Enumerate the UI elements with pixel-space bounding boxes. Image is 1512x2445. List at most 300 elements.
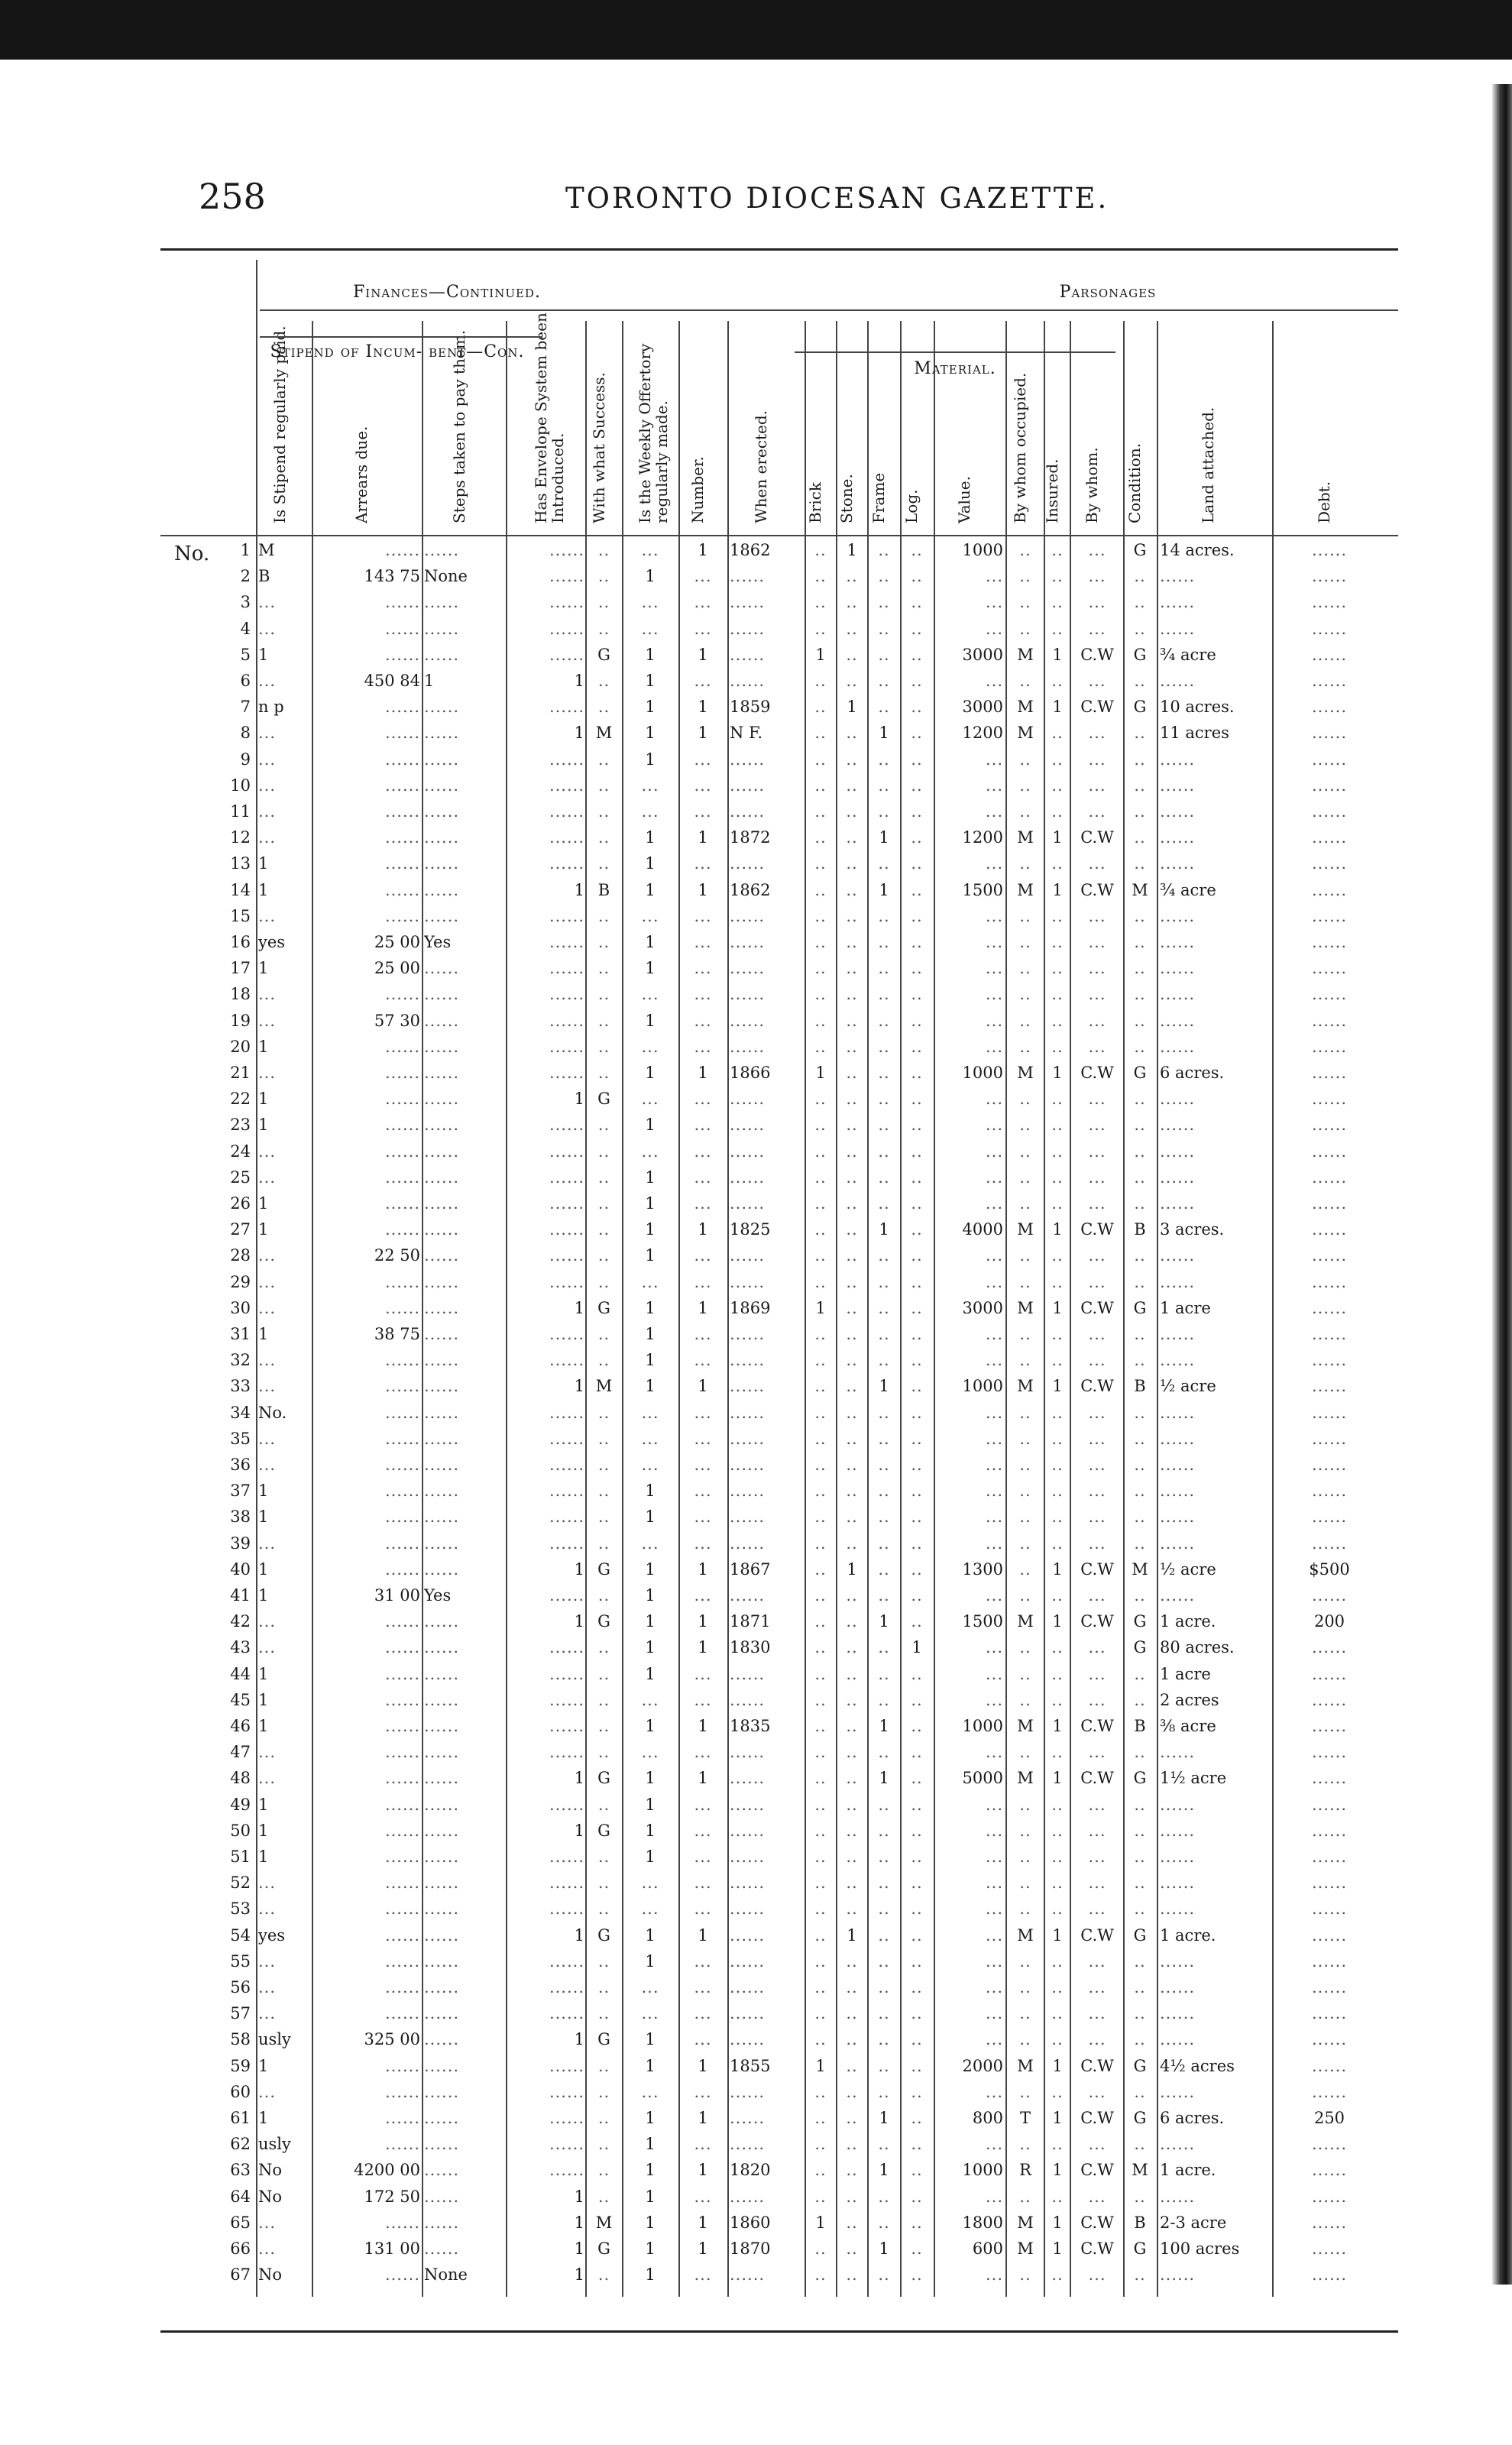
leader-dots: ... <box>694 1456 712 1474</box>
cell-debt <box>1284 2237 1375 2260</box>
leader-dots: ... <box>694 1533 712 1553</box>
cell-succ <box>587 1715 621 1737</box>
cell-num: 1 <box>698 1064 708 1082</box>
leader-dots: ...... <box>549 2082 584 2101</box>
leader-dots: .. <box>1134 1743 1146 1762</box>
cell-num: 1 <box>698 724 708 743</box>
leader-dots: .. <box>911 1429 923 1448</box>
cell-ins <box>1045 774 1070 797</box>
leader-dots: .. <box>1051 2265 1064 2285</box>
cell-debt <box>1284 931 1375 954</box>
leader-dots: .. <box>1051 1351 1064 1370</box>
cell-no: 18 <box>230 985 251 1004</box>
leader-dots: ...... <box>1311 1220 1348 1239</box>
cell-env <box>508 617 584 640</box>
leader-dots: .. <box>846 1142 858 1161</box>
leader-dots: ...... <box>549 619 584 638</box>
cell-log <box>902 1453 932 1476</box>
leader-dots: .. <box>878 541 890 559</box>
cell-frame: 1 <box>879 1220 889 1239</box>
leader-dots: ... <box>694 1167 712 1187</box>
cell-steps <box>424 983 504 1006</box>
cell-off: 1 <box>645 567 656 586</box>
cell-frame <box>869 1532 899 1555</box>
cell-stone <box>837 1061 866 1084</box>
leader-dots: ...... <box>1311 1638 1348 1657</box>
leader-dots: ... <box>641 2082 659 2101</box>
leader-dots: ... <box>641 619 659 638</box>
cell-cond <box>1125 1793 1155 1816</box>
cell-ins <box>1045 1271 1070 1294</box>
cell-succ <box>587 1741 621 1763</box>
cell-no: 44 <box>230 1664 251 1683</box>
leader-dots: ...... <box>1311 1507 1348 1527</box>
leader-dots: ... <box>985 567 1003 586</box>
cell-value <box>936 1140 1003 1163</box>
leader-dots: .. <box>1019 1037 1031 1056</box>
leader-dots: .. <box>814 1456 827 1474</box>
cell-by: C.W <box>1080 1925 1114 1945</box>
cell-by: C.W <box>1080 828 1114 847</box>
leader-dots: .. <box>911 724 923 743</box>
leader-dots: ...... <box>424 1377 460 1396</box>
leader-dots: .. <box>597 1899 610 1919</box>
leader-dots: ...... <box>1160 1351 1196 1370</box>
cell-brick <box>806 2237 835 2260</box>
cell-log <box>902 1244 932 1267</box>
cell-erected <box>730 1532 802 1555</box>
leader-dots: .. <box>597 2004 610 2023</box>
cell-paid <box>258 1271 312 1294</box>
cell-occ <box>1009 983 1042 1006</box>
leader-dots: .. <box>1019 1429 1031 1448</box>
cell-cond <box>1125 1427 1155 1450</box>
cell-log <box>902 2107 932 2129</box>
cell-no: 16 <box>230 933 251 951</box>
cell-num <box>680 1035 726 1058</box>
leader-dots: ...... <box>549 1899 584 1919</box>
cell-land: 2 acres <box>1160 1690 1219 1709</box>
cell-off <box>623 539 677 562</box>
cell-frame <box>869 1897 899 1920</box>
cell-frame <box>869 957 899 980</box>
cell-erected <box>730 617 802 640</box>
cell-by <box>1071 1244 1123 1267</box>
cell-no: 9 <box>240 750 251 769</box>
cell-succ <box>587 1244 621 1267</box>
cell-erected: 1825 <box>730 1220 771 1239</box>
cell-stone <box>837 1767 866 1789</box>
cell-debt <box>1284 1845 1375 1868</box>
leader-dots: .. <box>1134 1978 1146 1996</box>
leader-dots: ...... <box>730 2004 766 2023</box>
header-occ: By whom occupied. <box>1011 372 1029 523</box>
cell-ins <box>1045 1009 1070 1032</box>
leader-dots: ...... <box>730 1925 766 1945</box>
leader-dots: ...... <box>549 1116 584 1135</box>
leader-dots: ... <box>694 2030 712 2049</box>
leader-dots: .. <box>911 1978 923 1996</box>
cell-occ <box>1009 539 1042 562</box>
leader-dots: .. <box>814 1873 827 1893</box>
cell-off: 1 <box>645 724 656 743</box>
leader-dots: .. <box>846 1899 858 1919</box>
leader-dots: ...... <box>384 1978 420 1996</box>
cell-value <box>936 1009 1003 1032</box>
leader-dots: .. <box>846 2004 858 2023</box>
leader-dots: .. <box>814 880 827 899</box>
cell-brick <box>806 931 835 954</box>
cell-land <box>1160 591 1267 614</box>
leader-dots: ... <box>985 1690 1003 1709</box>
cell-log <box>902 1558 932 1581</box>
cell-arrears <box>313 1819 420 1842</box>
cell-by: C.W <box>1080 2213 1114 2232</box>
cell-value: 800 <box>972 2109 1003 2127</box>
leader-dots: ... <box>694 985 712 1004</box>
leader-dots: ...... <box>1160 567 1196 586</box>
cell-arrears <box>313 826 420 849</box>
cell-env <box>508 1715 584 1737</box>
leader-dots: .. <box>597 541 610 559</box>
leader-dots: ...... <box>1311 1037 1348 1056</box>
cell-value <box>936 669 1003 692</box>
leader-dots: ...... <box>424 1064 460 1082</box>
cell-succ <box>587 800 621 823</box>
cell-cond: M <box>1132 2161 1148 2180</box>
cell-num <box>680 957 726 980</box>
leader-dots: .. <box>1134 1194 1146 1213</box>
cell-off: 1 <box>645 1769 656 1788</box>
leader-dots: .. <box>1134 959 1146 978</box>
cell-succ: G <box>597 2030 610 2049</box>
cell-erected <box>730 1323 802 1346</box>
leader-dots: ...... <box>730 593 766 612</box>
leader-dots: ... <box>985 1272 1003 1291</box>
cell-brick <box>806 1950 835 1973</box>
cell-succ <box>587 1584 621 1607</box>
leader-dots: .. <box>1051 724 1064 743</box>
cell-debt <box>1284 1950 1375 1973</box>
material-group-line <box>795 351 1115 353</box>
cell-occ <box>1009 591 1042 614</box>
cell-ins: 1 <box>1052 880 1063 899</box>
leader-dots: .. <box>878 1873 890 1893</box>
cell-by <box>1071 905 1123 928</box>
cell-log <box>902 2132 932 2155</box>
cell-occ <box>1009 1140 1042 1163</box>
cell-land <box>1160 774 1267 797</box>
leader-dots: ...... <box>1160 750 1196 769</box>
leader-dots: ...... <box>730 985 766 1004</box>
cell-paid: 1 <box>258 2109 269 2127</box>
cell-no: 58 <box>230 2030 251 2049</box>
cell-brick <box>806 1375 835 1397</box>
cell-off: 1 <box>645 1377 656 1396</box>
cell-by: C.W <box>1080 1559 1114 1579</box>
leader-dots: .. <box>878 645 890 664</box>
leader-dots: ... <box>1088 1482 1106 1501</box>
leader-dots: ...... <box>424 1011 460 1030</box>
cell-stone <box>837 1349 866 1371</box>
cell-num <box>680 1087 726 1110</box>
leader-dots: ... <box>694 802 712 821</box>
cell-brick <box>806 826 835 849</box>
cell-cond <box>1125 1453 1155 1476</box>
cell-by <box>1071 774 1123 797</box>
leader-dots: ... <box>1088 1456 1106 1474</box>
cell-by <box>1071 1453 1123 1476</box>
leader-dots: ... <box>985 906 1003 925</box>
cell-arrears <box>313 695 420 718</box>
cell-land: ½ acre <box>1160 1377 1216 1396</box>
leader-dots: .. <box>1134 619 1146 638</box>
cell-num <box>680 2028 726 2051</box>
header-stone: Stone. <box>837 474 856 523</box>
cell-brick: 1 <box>815 1298 826 1317</box>
leader-dots: ...... <box>730 567 766 586</box>
cell-env <box>508 1532 584 1555</box>
leader-dots: .. <box>1134 1403 1146 1422</box>
leader-dots: .. <box>1019 1638 1031 1657</box>
cell-off: 1 <box>645 2161 656 2180</box>
cell-occ: M <box>1017 828 1034 847</box>
leader-dots: ...... <box>1311 1429 1348 1448</box>
leader-dots: ...... <box>1160 2004 1196 2023</box>
cell-log <box>902 721 932 744</box>
cell-steps <box>424 539 504 562</box>
cell-env <box>508 1061 584 1084</box>
cell-succ <box>587 1976 621 1999</box>
cell-arrears: 4200 00 <box>354 2161 420 2180</box>
cell-value: 1000 <box>962 1377 1003 1396</box>
cell-steps <box>424 2211 504 2234</box>
leader-dots: .. <box>911 593 923 612</box>
cell-log <box>902 1323 932 1346</box>
cell-stone <box>837 2132 866 2155</box>
leader-dots: ...... <box>549 1194 584 1213</box>
leader-dots: .. <box>1051 1403 1064 1422</box>
cell-brick <box>806 905 835 928</box>
cell-no: 51 <box>230 1848 251 1866</box>
leader-dots: .. <box>846 1090 858 1109</box>
cell-value: 5000 <box>962 1769 1003 1788</box>
cell-log <box>902 1767 932 1789</box>
cell-env: 1 <box>574 1298 584 1317</box>
leader-dots: ... <box>694 593 712 612</box>
cell-steps <box>424 1035 504 1058</box>
leader-dots: .. <box>597 1429 610 1448</box>
cell-cond <box>1125 721 1155 744</box>
cell-stone <box>837 1610 866 1633</box>
cell-off <box>623 1427 677 1450</box>
cell-debt <box>1284 2055 1375 2077</box>
cell-off <box>623 1741 677 1763</box>
leader-dots: ...... <box>730 1011 766 1030</box>
cell-env: 1 <box>574 2213 584 2232</box>
cell-by <box>1071 1871 1123 1894</box>
cell-arrears <box>313 591 420 614</box>
header-succ: With what Success. <box>589 372 608 523</box>
cell-no: 12 <box>230 828 251 847</box>
leader-dots: ...... <box>549 750 584 769</box>
leader-dots: ... <box>641 1690 659 1709</box>
header-rule <box>160 248 1398 251</box>
leader-dots: ... <box>641 2004 659 2023</box>
leader-dots: ...... <box>384 750 420 769</box>
cell-erected <box>730 2185 802 2208</box>
leader-dots: .. <box>1019 906 1031 925</box>
cell-debt <box>1284 1244 1375 1267</box>
leader-dots: .. <box>911 959 923 978</box>
cell-by <box>1071 1793 1123 1816</box>
cell-steps <box>424 1140 504 1163</box>
cell-stone <box>837 1035 866 1058</box>
cell-stone <box>837 1532 866 1555</box>
cell-value <box>936 1584 1003 1607</box>
cell-steps <box>424 1192 504 1215</box>
cell-arrears <box>313 983 420 1006</box>
leader-dots: .. <box>911 1769 923 1788</box>
cell-log <box>902 1689 932 1712</box>
leader-dots: ...... <box>730 1769 766 1788</box>
cell-arrears <box>313 1793 420 1816</box>
leader-dots: ...... <box>549 1403 584 1422</box>
cell-succ <box>587 1035 621 1058</box>
leader-dots: ... <box>1088 2135 1106 2154</box>
cell-log <box>902 1375 932 1397</box>
leader-dots: ... <box>1088 1690 1106 1709</box>
leader-dots: .. <box>846 1638 858 1657</box>
leader-dots: ... <box>985 1090 1003 1109</box>
cell-off <box>623 1087 677 1110</box>
cell-steps <box>424 800 504 823</box>
cell-erected: 1862 <box>730 880 771 899</box>
cell-occ <box>1009 931 1042 954</box>
leader-dots: .. <box>846 802 858 821</box>
cell-no: 64 <box>230 2187 251 2206</box>
cell-brick <box>806 1271 835 1294</box>
leader-dots: .. <box>846 1246 858 1265</box>
cell-steps <box>424 826 504 849</box>
cell-value: 4000 <box>962 1220 1003 1239</box>
cell-paid <box>258 1009 312 1032</box>
leader-dots: .. <box>1134 2265 1146 2285</box>
leader-dots: ... <box>694 2082 712 2101</box>
leader-dots: .. <box>1134 672 1146 690</box>
cell-log <box>902 1845 932 1868</box>
cell-debt <box>1284 983 1375 1006</box>
leader-dots: .. <box>597 1507 610 1527</box>
cell-env <box>508 1035 584 1058</box>
leader-dots: ...... <box>424 2109 460 2127</box>
cell-stone <box>837 2237 866 2260</box>
cell-paid: No <box>258 2265 283 2285</box>
cell-brick <box>806 2107 835 2129</box>
leader-dots: .. <box>878 1456 890 1474</box>
leader-dots: .. <box>814 1586 827 1605</box>
cell-arrears <box>313 905 420 928</box>
cell-log <box>902 1897 932 1920</box>
leader-dots: ...... <box>730 2135 766 2154</box>
cell-arrears: 57 30 <box>374 1011 420 1030</box>
cell-succ <box>587 1113 621 1136</box>
cell-cond <box>1125 774 1155 797</box>
leader-dots: .. <box>1051 2004 1064 2023</box>
cell-ins <box>1045 1401 1070 1424</box>
leader-dots: .. <box>846 1690 858 1709</box>
leader-dots: .. <box>911 1064 923 1082</box>
cell-stone: 1 <box>847 698 857 717</box>
leader-dots: ...... <box>1311 619 1348 638</box>
cell-cond <box>1125 1479 1155 1502</box>
leader-dots: .. <box>1051 1142 1064 1161</box>
leader-dots: ...... <box>384 906 420 925</box>
leader-dots: ... <box>694 906 712 925</box>
leader-dots: ...... <box>1311 1873 1348 1893</box>
leader-dots: ...... <box>730 1246 766 1265</box>
cell-no: 42 <box>230 1612 251 1631</box>
leader-dots: ...... <box>730 959 766 978</box>
cell-paid <box>258 1976 312 1999</box>
cell-by <box>1071 2185 1123 2208</box>
cell-land <box>1160 1819 1267 1842</box>
page-number: 258 <box>199 176 266 217</box>
leader-dots: ...... <box>1160 1167 1196 1187</box>
cell-arrears: 31 00 <box>374 1586 420 1605</box>
leader-dots: .. <box>878 933 890 951</box>
cell-stone <box>837 2028 866 2051</box>
leader-dots: ...... <box>384 1821 420 1840</box>
leader-dots: ...... <box>549 1246 584 1265</box>
cell-brick <box>806 852 835 875</box>
leader-dots: .. <box>597 1533 610 1553</box>
cell-stone <box>837 1950 866 1973</box>
leader-dots: ... <box>985 750 1003 769</box>
leader-dots: .. <box>846 1769 858 1788</box>
cell-ins <box>1045 1113 1070 1136</box>
cell-log <box>902 1505 932 1528</box>
cell-land <box>1160 1505 1267 1528</box>
cell-env <box>508 591 584 614</box>
cell-no: 54 <box>230 1925 251 1945</box>
cell-debt <box>1284 905 1375 928</box>
leader-dots: ...... <box>424 1351 460 1370</box>
leader-dots: .. <box>878 1638 890 1657</box>
cell-occ <box>1009 957 1042 980</box>
leader-dots: .. <box>1019 750 1031 769</box>
cell-succ <box>587 748 621 771</box>
leader-dots: ...... <box>1311 2161 1348 2180</box>
cell-erected <box>730 1663 802 1686</box>
cell-paid <box>258 2211 312 2234</box>
cell-by <box>1071 721 1123 744</box>
cell-env: 1 <box>574 880 584 899</box>
leader-dots: ... <box>641 1899 659 1919</box>
leader-dots: ...... <box>730 645 766 664</box>
cell-occ <box>1009 1636 1042 1659</box>
cell-value: 3000 <box>962 698 1003 717</box>
leader-dots: .. <box>814 1848 827 1866</box>
cell-value <box>936 1924 1003 1947</box>
leader-dots: ...... <box>549 1690 584 1709</box>
leader-dots: .. <box>878 854 890 873</box>
leader-dots: ...... <box>1160 1090 1196 1109</box>
cell-brick <box>806 1087 835 1110</box>
leader-dots: .. <box>846 2265 858 2285</box>
cell-land <box>1160 748 1267 771</box>
cell-no: 26 <box>230 1194 251 1213</box>
